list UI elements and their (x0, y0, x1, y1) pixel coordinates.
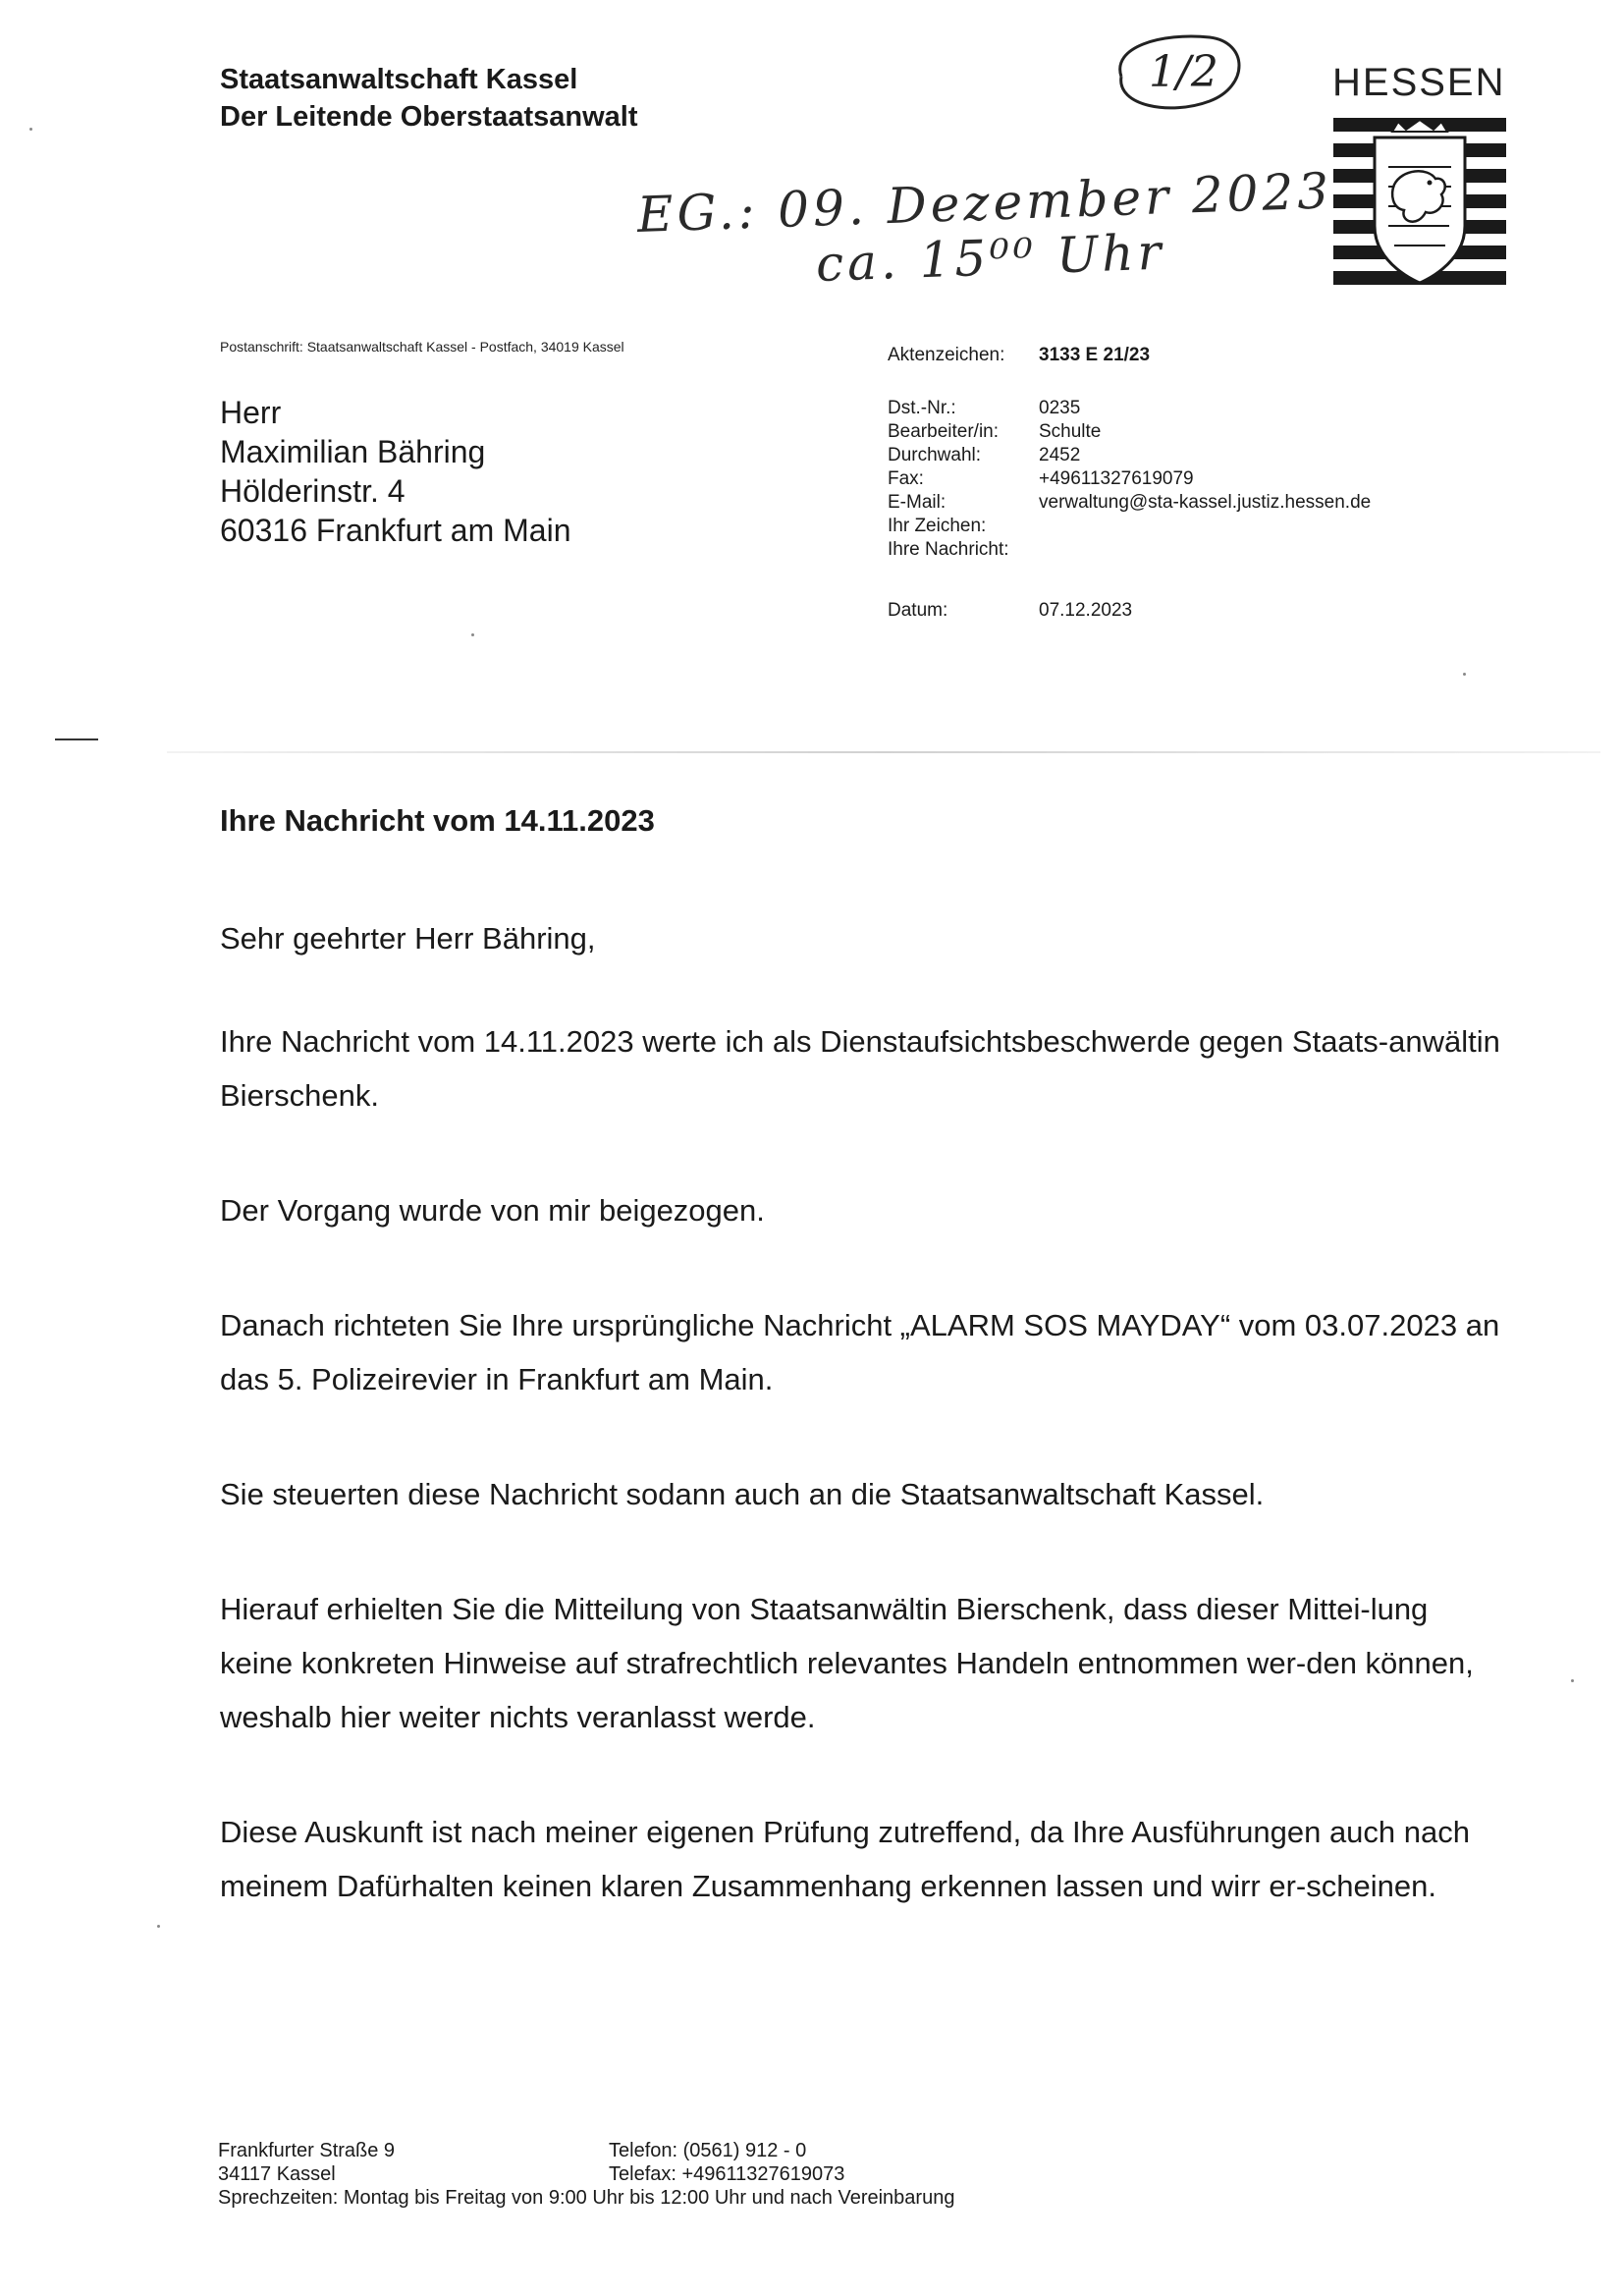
handwritten-page-mark (1102, 27, 1249, 116)
date-value: 07.12.2023 (1039, 600, 1133, 621)
footer-fax: Telefax: +49611327619073 (609, 2163, 845, 2185)
letter-paragraph: Der Vorgang wurde von mir beigezogen. (220, 1193, 765, 1228)
info-label: Ihr Zeichen: (888, 516, 987, 536)
aktenzeichen-row (888, 344, 1371, 367)
info-label: Dst.-Nr.: (888, 398, 956, 418)
handwritten-received-date: EG.: 09. Dezember 2023 (636, 162, 1333, 244)
info-label: Bearbeiter/in: (888, 421, 1000, 442)
postal-return-address: Postanschrift: Staatsanwaltschaft Kassel - Postfach, 34019 Kassel (220, 339, 624, 355)
info-row-ihre-nachricht (888, 538, 1371, 562)
recipient-salutation: Herr (220, 395, 282, 430)
paper-fold-line (167, 751, 1600, 753)
info-value: 0235 (1039, 398, 1081, 418)
letter-paragraph: Hierauf erhielten Sie die Mitteilung von Staatsanwältin Bierschenk, dass dieser Mittei-lung keine konkreten Hinweise auf strafrechtlich relevantes Handeln entnommen wer-den können, weshalb hier weiter nichts veranlasst werde. (220, 1592, 1474, 1734)
info-row-bearbeiter (888, 420, 1371, 444)
letter-paragraph: Ihre Nachricht vom 14.11.2023 werte ich als Dienstaufsichtsbeschwerde gegen Staats-anwältin Bierschenk. (220, 1024, 1500, 1113)
scan-speck (29, 128, 32, 131)
letter-paragraph: Sie steuerten diese Nachricht sodann auch an die Staatsanwaltschaft Kassel. (220, 1477, 1265, 1511)
info-row-durchwahl (888, 444, 1371, 467)
info-label: Durchwahl: (888, 445, 982, 465)
aktenzeichen-value: 3133 E 21/23 (1039, 345, 1151, 365)
date-row (888, 599, 1371, 623)
footer-office-hours: Sprechzeiten: Montag bis Freitag von 9:00 Uhr bis 12:00 Uhr und nach Vereinbarung (218, 2187, 955, 2209)
letter-body (220, 911, 1506, 1974)
scan-speck (1571, 1679, 1574, 1682)
info-row-dst (888, 397, 1371, 420)
letter-paragraph: Diese Auskunft ist nach meiner eigenen Prüfung zutreffend, da Ihre Ausführungen auch nach meinem Dafürhalten keinen klaren Zusammenhang erkennen lassen und wirr er-scheinen. (220, 1815, 1470, 1903)
info-label: E-Mail: (888, 492, 947, 513)
scan-speck (1463, 673, 1466, 676)
recipient-name: Maximilian Bähring (220, 434, 486, 469)
info-label: Fax: (888, 468, 924, 489)
footer-city: 34117 Kassel (218, 2163, 336, 2185)
recipient-street: Hölderinstr. 4 (220, 473, 406, 509)
footer-contact (609, 2139, 844, 2186)
recipient-city: 60316 Frankfurt am Main (220, 513, 571, 548)
recipient-address (220, 393, 571, 550)
info-value: 2452 (1039, 445, 1081, 465)
page-mark-text: 1/2 (1149, 47, 1218, 97)
footer-street: Frankfurter Straße 9 (218, 2140, 396, 2161)
info-row-email (888, 491, 1371, 515)
aktenzeichen-label: Aktenzeichen: (888, 345, 1005, 365)
info-row-fax (888, 467, 1371, 491)
page-mark-circle (1102, 27, 1249, 116)
sender-title: Der Leitende Oberstaatsanwalt (220, 101, 638, 133)
scan-speck (471, 633, 474, 636)
letter-salutation: Sehr geehrter Herr Bähring, (220, 921, 596, 956)
info-value: +49611327619079 (1039, 468, 1194, 489)
hessen-wordmark: HESSEN (1332, 61, 1506, 104)
info-label: Ihre Nachricht: (888, 539, 1009, 560)
reference-info-block (888, 344, 1371, 623)
date-label: Datum: (888, 600, 948, 621)
info-row-ihr-zeichen (888, 515, 1371, 538)
footer-phone: Telefon: (0561) 912 - 0 (609, 2140, 807, 2161)
sender-block (220, 61, 637, 136)
letter-subject: Ihre Nachricht vom 14.11.2023 (220, 803, 655, 838)
handwritten-received-time: ca. 15⁰⁰ Uhr (815, 223, 1166, 293)
hessen-coat-of-arms-logo (1333, 118, 1506, 291)
letter-paragraph: Danach richteten Sie Ihre ursprüngliche Nachricht „ALARM SOS MAYDAY“ vom 03.07.2023 an das 5. Polizeirevier in Frankfurt am Main. (220, 1308, 1500, 1396)
scan-speck (157, 1925, 160, 1928)
fold-mark (55, 738, 98, 740)
sender-authority: Staatsanwaltschaft Kassel (220, 64, 578, 95)
info-value: Schulte (1039, 421, 1102, 442)
footer-address (218, 2139, 395, 2186)
info-value: verwaltung@sta-kassel.justiz.hessen.de (1039, 492, 1372, 513)
